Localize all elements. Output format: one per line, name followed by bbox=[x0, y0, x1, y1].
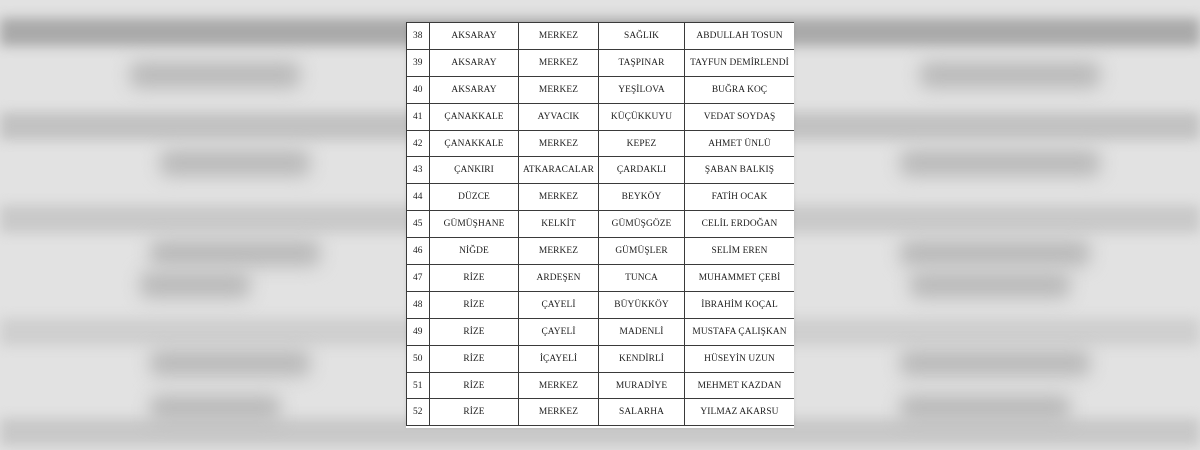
district-cell: AYVACIK bbox=[519, 103, 599, 130]
row-number: 42 bbox=[407, 130, 430, 157]
village-cell: GÜMÜŞLER bbox=[599, 238, 685, 265]
district-cell: ÇAYELİ bbox=[519, 291, 599, 318]
names-table bbox=[406, 22, 794, 426]
name-cell: ŞABAN BALKIŞ bbox=[685, 157, 795, 184]
background-blur-text bbox=[910, 272, 1070, 298]
table-row bbox=[407, 49, 795, 76]
district-cell: MERKEZ bbox=[519, 130, 599, 157]
province-cell: DÜZCE bbox=[430, 184, 519, 211]
province-cell: RİZE bbox=[430, 265, 519, 292]
name-cell: YILMAZ AKARSU bbox=[685, 399, 795, 426]
name-cell: VEDAT SOYDAŞ bbox=[685, 103, 795, 130]
table-row bbox=[407, 184, 795, 211]
district-cell: KELKİT bbox=[519, 211, 599, 238]
table-row bbox=[407, 211, 795, 238]
province-cell: GÜMÜŞHANE bbox=[430, 211, 519, 238]
district-cell: MERKEZ bbox=[519, 76, 599, 103]
village-cell: TAŞPINAR bbox=[599, 49, 685, 76]
village-cell: BÜYÜKKÖY bbox=[599, 291, 685, 318]
name-cell: MUSTAFA ÇALIŞKAN bbox=[685, 318, 795, 345]
background-blur-text bbox=[160, 150, 310, 176]
village-cell: ÇARDAKLI bbox=[599, 157, 685, 184]
row-number: 40 bbox=[407, 76, 430, 103]
district-cell: MERKEZ bbox=[519, 372, 599, 399]
district-cell: ARDEŞEN bbox=[519, 265, 599, 292]
background-blur-text bbox=[150, 395, 280, 421]
province-cell: RİZE bbox=[430, 318, 519, 345]
table-row bbox=[407, 265, 795, 292]
district-cell: MERKEZ bbox=[519, 49, 599, 76]
name-cell: FATİH OCAK bbox=[685, 184, 795, 211]
background-blur-text bbox=[140, 272, 250, 298]
table-row bbox=[407, 76, 795, 103]
district-cell: ÇAYELİ bbox=[519, 318, 599, 345]
row-number: 48 bbox=[407, 291, 430, 318]
village-cell: MADENLİ bbox=[599, 318, 685, 345]
background-blur-text bbox=[900, 150, 1100, 176]
province-cell: RİZE bbox=[430, 291, 519, 318]
name-cell: İBRAHİM KOÇAL bbox=[685, 291, 795, 318]
background-blur-text bbox=[150, 240, 320, 266]
row-number: 47 bbox=[407, 265, 430, 292]
table-row bbox=[407, 291, 795, 318]
province-cell: RİZE bbox=[430, 345, 519, 372]
province-cell: ÇANKIRI bbox=[430, 157, 519, 184]
table-row bbox=[407, 238, 795, 265]
background-blur-text bbox=[900, 240, 1090, 266]
village-cell: GÜMÜŞGÖZE bbox=[599, 211, 685, 238]
district-cell: MERKEZ bbox=[519, 23, 599, 50]
village-cell: KÜÇÜKKUYU bbox=[599, 103, 685, 130]
name-cell: ABDULLAH TOSUN bbox=[685, 23, 795, 50]
background-blur-text bbox=[150, 350, 310, 376]
name-cell: SELİM EREN bbox=[685, 238, 795, 265]
name-cell: MEHMET KAZDAN bbox=[685, 372, 795, 399]
name-cell: HÜSEYİN UZUN bbox=[685, 345, 795, 372]
village-cell: BEYKÖY bbox=[599, 184, 685, 211]
province-cell: ÇANAKKALE bbox=[430, 103, 519, 130]
row-number: 38 bbox=[407, 23, 430, 50]
province-cell: AKSARAY bbox=[430, 76, 519, 103]
name-cell: CELİL ERDOĞAN bbox=[685, 211, 795, 238]
village-cell: TUNCA bbox=[599, 265, 685, 292]
table-row bbox=[407, 130, 795, 157]
background-blur-text bbox=[900, 395, 1070, 421]
district-cell: İÇAYELİ bbox=[519, 345, 599, 372]
row-number: 43 bbox=[407, 157, 430, 184]
name-cell: BUĞRA KOÇ bbox=[685, 76, 795, 103]
village-cell: SALARHA bbox=[599, 399, 685, 426]
province-cell: RİZE bbox=[430, 372, 519, 399]
village-cell: SAĞLIK bbox=[599, 23, 685, 50]
row-number: 41 bbox=[407, 103, 430, 130]
village-cell: MURADİYE bbox=[599, 372, 685, 399]
row-number: 51 bbox=[407, 372, 430, 399]
row-number: 44 bbox=[407, 184, 430, 211]
row-number: 49 bbox=[407, 318, 430, 345]
name-cell: AHMET ÜNLÜ bbox=[685, 130, 795, 157]
district-cell: ATKARACALAR bbox=[519, 157, 599, 184]
document-crop bbox=[406, 22, 794, 428]
province-cell: ÇANAKKALE bbox=[430, 130, 519, 157]
table-body bbox=[407, 23, 795, 426]
district-cell: MERKEZ bbox=[519, 399, 599, 426]
table-row bbox=[407, 372, 795, 399]
province-cell: RİZE bbox=[430, 399, 519, 426]
background-blur-text bbox=[920, 62, 1100, 88]
district-cell: MERKEZ bbox=[519, 238, 599, 265]
village-cell: KENDİRLİ bbox=[599, 345, 685, 372]
row-number: 46 bbox=[407, 238, 430, 265]
table-row bbox=[407, 103, 795, 130]
name-cell: TAYFUN DEMİRLENDİ bbox=[685, 49, 795, 76]
row-number: 45 bbox=[407, 211, 430, 238]
province-cell: AKSARAY bbox=[430, 49, 519, 76]
table-row bbox=[407, 318, 795, 345]
row-number: 52 bbox=[407, 399, 430, 426]
name-cell: MUHAMMET ÇEBİ bbox=[685, 265, 795, 292]
table-row bbox=[407, 157, 795, 184]
province-cell: AKSARAY bbox=[430, 23, 519, 50]
background-blur-text bbox=[900, 350, 1090, 376]
row-number: 39 bbox=[407, 49, 430, 76]
province-cell: NİĞDE bbox=[430, 238, 519, 265]
village-cell: KEPEZ bbox=[599, 130, 685, 157]
background-blur-text bbox=[130, 62, 300, 88]
table-row bbox=[407, 345, 795, 372]
district-cell: MERKEZ bbox=[519, 184, 599, 211]
table-row bbox=[407, 23, 795, 50]
village-cell: YEŞİLOVA bbox=[599, 76, 685, 103]
row-number: 50 bbox=[407, 345, 430, 372]
table-row bbox=[407, 399, 795, 426]
